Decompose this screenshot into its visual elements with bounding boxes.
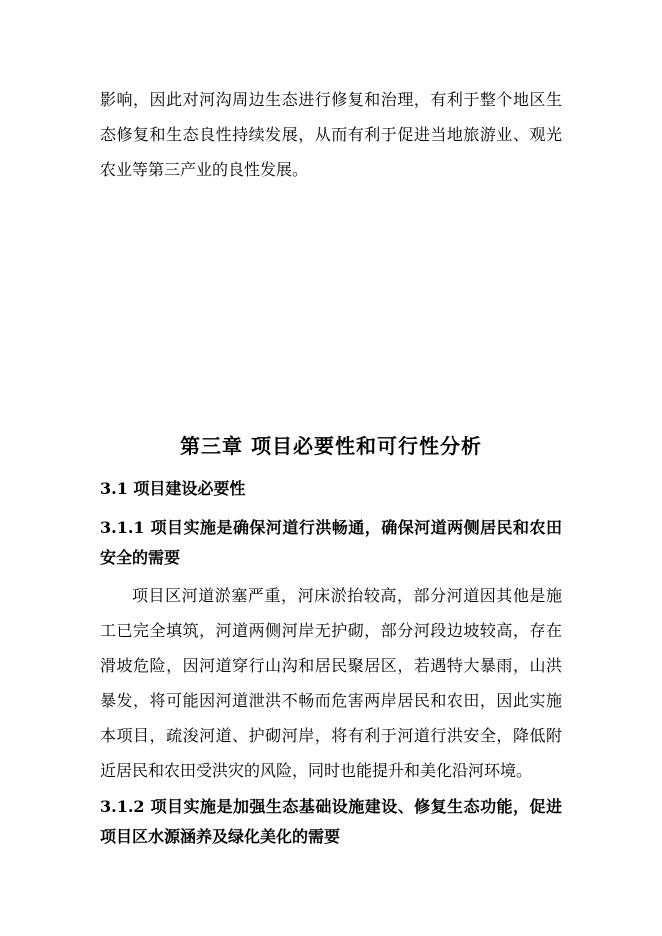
chapter-title: 第三章 项目必要性和可行性分析: [180, 434, 482, 458]
paragraph-3-1-1: 项目区河道淤塞严重，河床淤抬较高，部分河道因其他是施工已完全填筑，河道两侧河岸无护砌，部分河段边坡较高，存在滑坡危险，因河道穿行山沟和居民聚居区，若遇特大暴雨，山洪暴发，将可能因河道泄洪不畅而危害两岸居民和农田，因此实施本项目，疏浚河道、护砌河岸，将有利于河道行洪安全，降低附近居民和农田受洪灾的风险，同时也能提升和美化沿河环境。: [100, 586, 562, 780]
section-heading-3-1-1: 3.1.1 项目实施是确保河道行洪畅通，确保河道两侧居民和农田安全的需要: [100, 518, 562, 567]
section-heading-3-1: 3.1 项目建设必要性: [100, 479, 246, 498]
intro-paragraph: 影响，因此对河沟周边生态进行修复和治理，有利于整个地区生态修复和生态良性持续发展，从而有利于促进当地旅游业、观光农业等第三产业的良性发展。: [100, 90, 562, 179]
section-heading-3-1-2: 3.1.2 项目实施是加强生态基础设施建设、修复生态功能，促进项目区水源涵养及绿化美化的需要: [100, 797, 562, 846]
